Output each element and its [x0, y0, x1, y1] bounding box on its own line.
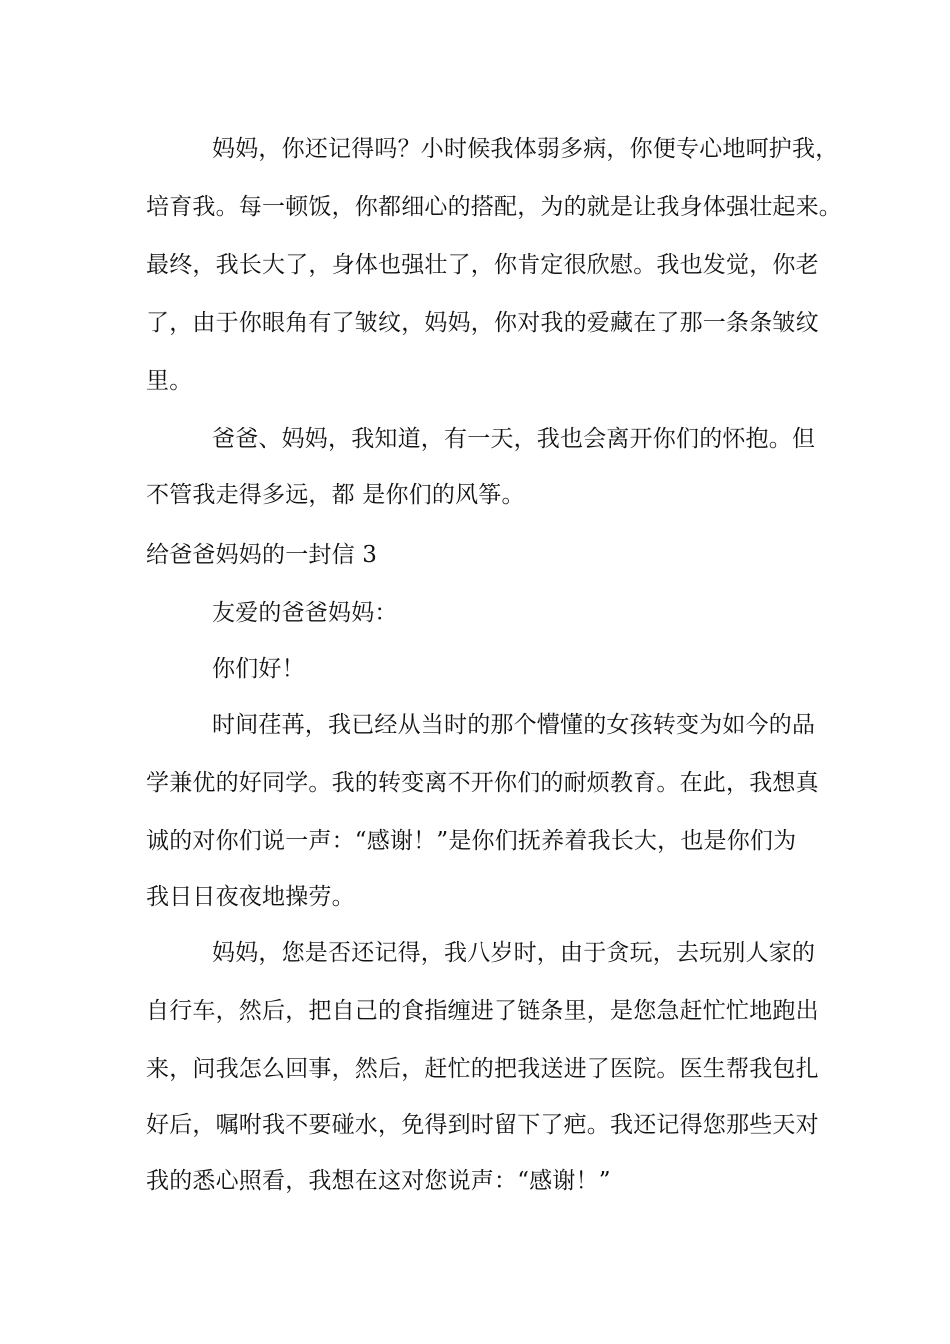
salutation: 友爱的爸爸妈妈： [212, 600, 398, 626]
paragraph-1-line-4: 了，由于你眼角有了皱纹，妈妈，你对我的爱藏在了那一条条皱纹 [146, 310, 819, 336]
paragraph-1-line-2: 培育我。每一顿饭，你都细心的搭配，为的就是让我身体强壮起来。 [146, 194, 842, 220]
paragraph-1-line-5: 里。 [146, 368, 193, 394]
paragraph-3-line-1: 时间荏苒，我已经从当时的那个懵懂的女孩转变为如今的品 [212, 712, 816, 738]
paragraph-1-line-1: 妈妈，你还记得吗？小时候我体弱多病，你便专心地呵护我， [212, 136, 839, 162]
paragraph-1-line-3: 最终，我长大了，身体也强壮了，你肯定很欣慰。我也发觉，你老 [146, 252, 819, 278]
paragraph-4-line-5: 我的悉心照看，我想在这对您说声：“感谢！” [146, 1168, 611, 1194]
paragraph-2-line-1: 爸爸、妈妈，我知道，有一天，我也会离开你们的怀抱。但 [212, 426, 816, 452]
paragraph-3-line-4: 我日日夜夜地操劳。 [146, 884, 355, 910]
paragraph-2-line-2: 不管我走得多远，都 是你们的风筝。 [146, 482, 525, 508]
paragraph-4-line-4: 好后，嘱咐我不要碰水，免得到时留下了疤。我还记得您那些天对 [146, 1112, 819, 1138]
section-title: 给爸爸妈妈的一封信 3 [146, 542, 378, 568]
paragraph-3-line-2: 学兼优的好同学。我的转变离不开你们的耐烦教育。在此，我想真 [146, 770, 819, 796]
paragraph-3-line-3: 诚的对你们说一声：“感谢！”是你们抚养着我长大，也是你们为 [146, 828, 797, 854]
paragraph-4-line-3: 来，问我怎么回事，然后，赶忙的把我送进了医院。医生帮我包扎 [146, 1056, 819, 1082]
paragraph-4-line-2: 自行车，然后，把自己的食指缠进了链条里，是您急赶忙忙地跑出 [146, 998, 819, 1024]
paragraph-4-line-1: 妈妈，您是否还记得，我八岁时，由于贪玩，去玩别人家的 [212, 940, 816, 966]
greeting: 你们好！ [212, 656, 305, 682]
